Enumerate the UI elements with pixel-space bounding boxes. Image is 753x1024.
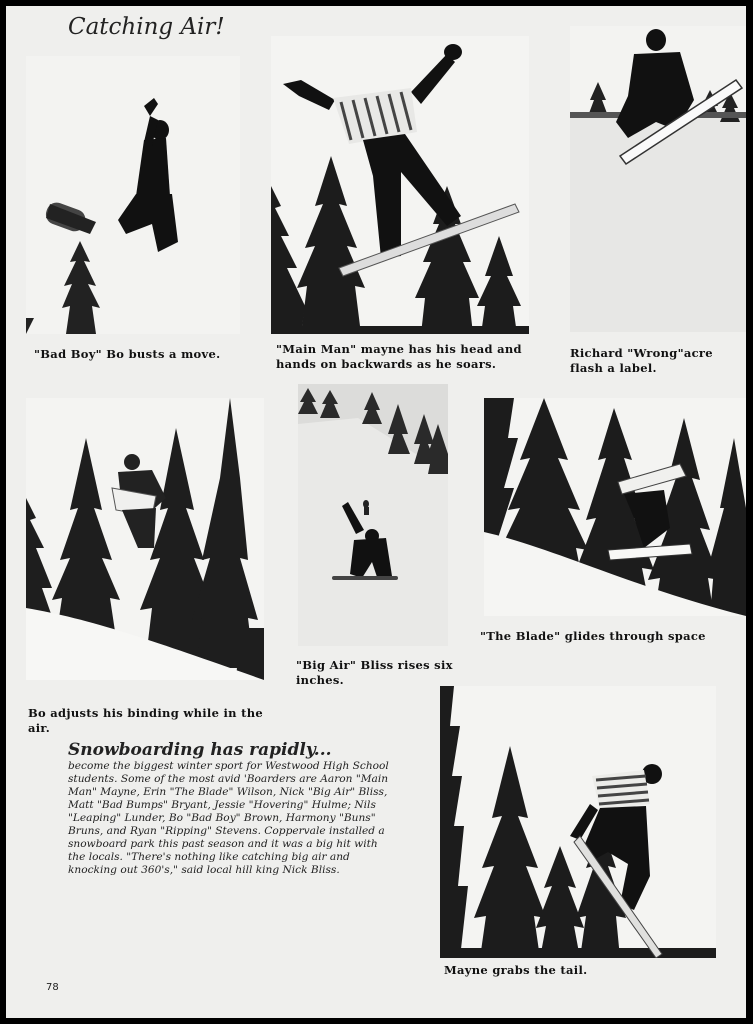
photo-bo-adjusts-binding xyxy=(26,398,264,680)
photo-richard-wrongacre xyxy=(570,26,746,332)
photo-main-man-mayne xyxy=(271,36,529,334)
yearbook-page xyxy=(6,6,746,1018)
caption-bo-busts-move: "Bad Boy" Bo busts a move. xyxy=(34,347,221,361)
photo-mayne-grabs-tail xyxy=(440,686,716,958)
photo-big-air-bliss xyxy=(298,384,448,646)
story-headline: Snowboarding has rapidly... xyxy=(68,740,332,760)
caption-richard-wrongacre: Richard "Wrong"acre flash a label. xyxy=(570,346,713,375)
caption-the-blade: "The Blade" glides through space xyxy=(480,629,706,643)
page-number: 78 xyxy=(46,982,59,993)
caption-big-air-bliss: "Big Air" Bliss rises six inches. xyxy=(296,658,453,687)
photo-bo-busts-move xyxy=(26,56,240,334)
story-body: become the biggest winter sport for Westwood High School students. Some of the most avid 'Boarders are Aaron "Main Man" Mayne, Erin "The Blade" Wilson, Nick "Big Air" Bliss, Matt "Bad Bumps" Bryant, Jessie "Hovering" Hulme; Nils "Leaping" Lunder, Bo "Bad Boy" Brown, Harmony "Buns" Bruns, and Ryan "Ripping" Stevens. Coppervale installed a snowboard park this past season and it was a big hit with the locals. "There's nothing like catching big air and knocking out 360's," said local hill king Nick Bliss. xyxy=(68,760,389,876)
caption-bo-adjusts-binding: Bo adjusts his binding while in the air. xyxy=(28,706,264,735)
caption-mayne-grabs-tail: Mayne grabs the tail. xyxy=(444,963,588,977)
caption-main-man-mayne: "Main Man" mayne has his head and hands on backwards as he soars. xyxy=(276,342,522,371)
photo-the-blade xyxy=(484,398,746,616)
page-title: Catching Air! xyxy=(68,14,225,40)
